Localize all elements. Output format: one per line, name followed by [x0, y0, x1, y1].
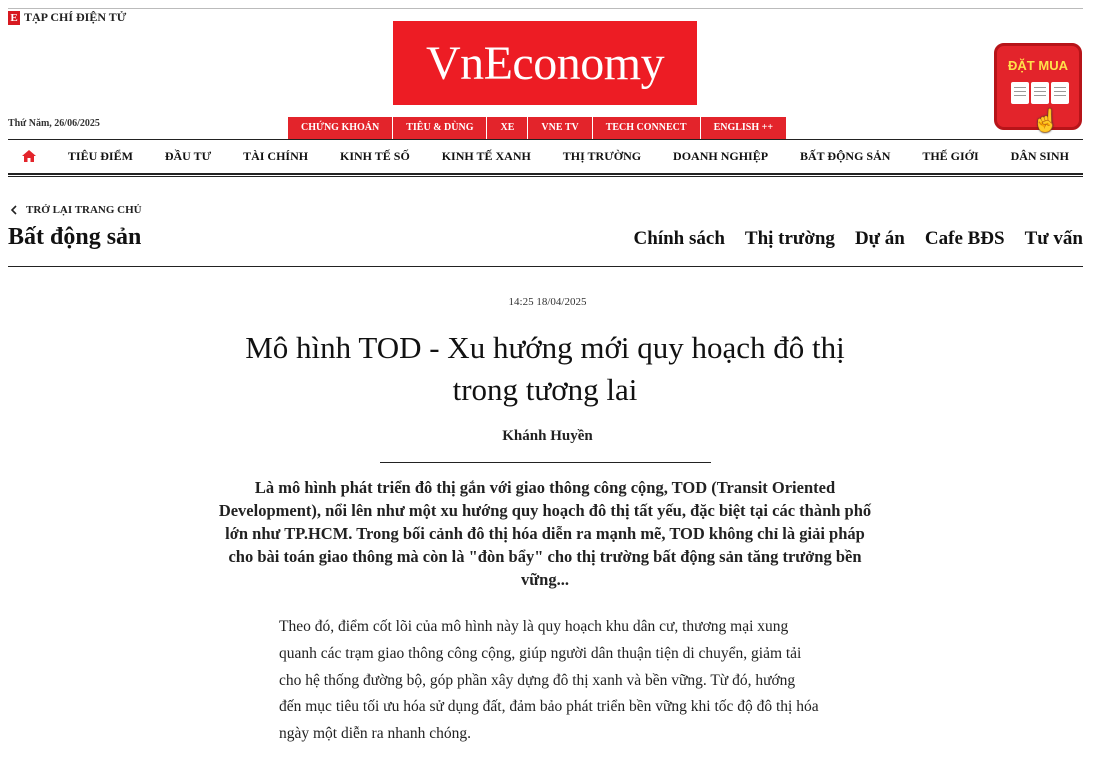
main-nav-bottom-rule — [8, 173, 1083, 177]
magazine-label — [8, 10, 126, 25]
back-link-label: TRỞ LẠI TRANG CHỦ — [26, 204, 142, 216]
section-tabs — [634, 228, 1083, 250]
article-body-paragraph: Theo đó, điểm cốt lõi của mô hình này là quy hoạch khu dân cư, thương mại xung quanh các trạm giao thông công cộng, giúp người dân thuận tiện di chuyển, giảm tải cho hệ thống đường bộ, góp phần xây dựng đô thị xanh và bền vững. Từ đó, hướng đến mục tiêu tối ưu hóa sử dụng đất, đảm bảo phát triển bền vững khi tốc độ đô thị hóa ngày một diễn ra nhanh chóng. — [279, 618, 819, 743]
sub-navigation — [288, 117, 786, 139]
subnav-item-xe[interactable]: XE — [487, 117, 528, 139]
article-timestamp: 14:25 18/04/2025 — [508, 296, 587, 308]
subnav-item-english[interactable]: ENGLISH ++ — [701, 117, 786, 139]
newspaper-icon — [1011, 82, 1029, 104]
pointer-hand-icon: ☝ — [1032, 108, 1060, 133]
section-title[interactable]: Bất động sản — [8, 224, 142, 250]
subnav-item-tieu-dung[interactable]: TIÊU & DÙNG — [393, 117, 487, 139]
tab-tu-van[interactable]: Tư vấn — [1024, 228, 1083, 249]
back-to-home-link[interactable] — [10, 204, 142, 216]
section-divider — [8, 266, 1083, 267]
top-divider — [8, 8, 1083, 9]
main-navigation — [8, 140, 1083, 172]
home-icon[interactable] — [22, 150, 36, 162]
subnav-item-tech-connect[interactable]: TECH CONNECT — [593, 117, 701, 139]
nav-item-bat-dong-san[interactable]: BẤT ĐỘNG SẢN — [799, 148, 891, 163]
newspaper-icon — [1051, 82, 1069, 104]
magazine-label-text: TẠP CHÍ ĐIỆN TỬ — [24, 10, 127, 24]
newspaper-icon — [1031, 82, 1049, 104]
tab-thi-truong[interactable]: Thị trường — [744, 228, 835, 249]
author-divider — [380, 462, 711, 463]
chevron-left-icon — [10, 205, 18, 215]
tab-cafe-bds[interactable]: Cafe BĐS — [924, 228, 1005, 249]
nav-item-thi-truong[interactable]: THỊ TRƯỜNG — [562, 148, 642, 163]
current-date: Thứ Năm, 26/06/2025 — [8, 118, 100, 129]
nav-item-kinh-te-xanh[interactable]: KINH TẾ XANH — [441, 148, 531, 163]
subnav-item-vne-tv[interactable]: VNE TV — [528, 117, 592, 139]
e-magazine-icon: E — [8, 11, 20, 25]
nav-item-kinh-te-so[interactable]: KINH TẾ SỐ — [340, 148, 410, 163]
article-author[interactable]: Khánh Huyền — [502, 428, 593, 444]
subnav-item-chung-khoan[interactable]: CHỨNG KHOÁN — [288, 117, 393, 139]
nav-item-doanh-nghiep[interactable]: DOANH NGHIỆP — [673, 148, 769, 163]
tab-chinh-sach[interactable]: Chính sách — [633, 228, 725, 249]
nav-item-tai-chinh[interactable]: TÀI CHÍNH — [243, 148, 309, 163]
nav-item-the-gioi[interactable]: THẾ GIỚI — [922, 148, 979, 163]
site-logo[interactable]: VnEconomy — [393, 21, 697, 105]
article-title: Mô hình TOD - Xu hướng mới quy hoạch đô thị trong tương lai — [245, 330, 845, 407]
subscribe-label: ĐẶT MUA — [1008, 58, 1068, 73]
tab-du-an[interactable]: Dự án — [854, 228, 905, 249]
nav-item-dan-sinh[interactable]: DÂN SINH — [1010, 148, 1069, 163]
article-lead: Là mô hình phát triển đô thị gắn với giao thông công cộng, TOD (Transit Oriented Development), nổi lên như một xu hướng quy hoạch đô thị tất yếu, đặc biệt tại các thành phố lớn như TP.HCM. Trong bối cảnh đô thị hóa diễn ra mạnh mẽ, TOD không chỉ là giải pháp cho bài toán giao thông mà còn là "đòn bẩy" cho thị trường bất động sản tăng trưởng bền vững... — [218, 478, 872, 589]
nav-item-tieu-diem[interactable]: TIÊU ĐIỂM — [67, 148, 133, 163]
nav-item-dau-tu[interactable]: ĐẦU TƯ — [164, 148, 212, 163]
